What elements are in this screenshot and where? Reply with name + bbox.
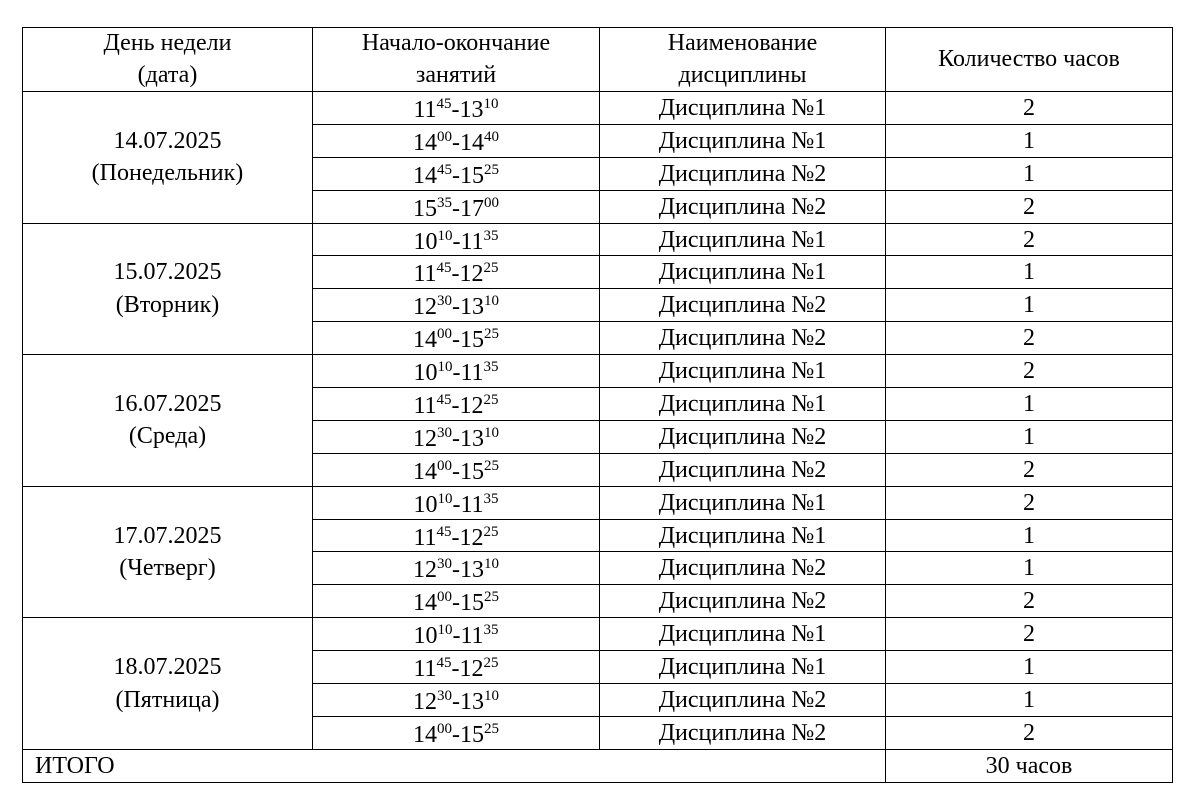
end-hour: 11 xyxy=(460,360,484,387)
start-hour: 14 xyxy=(413,162,437,189)
time-cell xyxy=(313,716,600,749)
start-minute: 35 xyxy=(437,194,452,211)
hours-cell: 2 xyxy=(886,322,1173,355)
end-minute: 35 xyxy=(483,359,499,376)
time-range: $14^{00}-15^{25}$ xyxy=(413,720,499,748)
time-cell xyxy=(313,651,600,684)
time-range: $10^{10}-11^{35}$ xyxy=(413,622,499,650)
day-cell xyxy=(23,223,313,355)
total-row xyxy=(23,749,1173,782)
start-hour: 10 xyxy=(413,228,438,255)
end-minute: 25 xyxy=(484,589,499,606)
time-range: $11^{45}-12^{25}$ xyxy=(413,391,499,419)
start-minute: 00 xyxy=(437,128,452,145)
hours-cell: 1 xyxy=(886,388,1173,421)
end-minute: 25 xyxy=(484,161,499,178)
time-range: $12^{30}-13^{10}$ xyxy=(413,424,499,452)
end-hour: 13 xyxy=(460,294,484,321)
end-minute: 25 xyxy=(483,523,499,540)
start-hour: 11 xyxy=(413,656,437,683)
time-range: $11^{45}-13^{10}$ xyxy=(413,95,499,123)
end-minute: 10 xyxy=(484,424,499,441)
start-hour: 15 xyxy=(413,195,437,222)
time-range: $14^{00}-15^{25}$ xyxy=(413,457,499,485)
start-hour: 10 xyxy=(413,360,438,387)
start-minute: 30 xyxy=(437,556,452,573)
discipline-cell: Дисциплина №1 xyxy=(600,223,886,256)
end-hour: 14 xyxy=(460,129,484,156)
discipline-cell: Дисциплина №2 xyxy=(600,190,886,223)
day-weekday: (Четверг) xyxy=(119,554,216,581)
day-date: 16.07.2025 xyxy=(113,391,222,418)
time-cell xyxy=(313,420,600,453)
end-hour: 15 xyxy=(460,590,484,617)
start-minute: 00 xyxy=(437,720,452,737)
time-cell xyxy=(313,289,600,322)
end-minute: 10 xyxy=(483,95,499,112)
discipline-cell: Дисциплина №1 xyxy=(600,388,886,421)
start-minute: 30 xyxy=(437,424,452,441)
day-date: 18.07.2025 xyxy=(113,654,222,681)
time-cell xyxy=(313,552,600,585)
hours-cell: 2 xyxy=(886,223,1173,256)
day-date: 17.07.2025 xyxy=(113,522,222,549)
time-range: $12^{30}-13^{10}$ xyxy=(413,293,499,321)
hours-cell: 2 xyxy=(886,486,1173,519)
end-hour: 13 xyxy=(460,688,484,715)
start-minute: 45 xyxy=(436,95,452,112)
time-range: $14^{00}-15^{25}$ xyxy=(413,326,499,354)
time-cell xyxy=(313,453,600,486)
start-hour: 12 xyxy=(413,425,437,452)
end-hour: 12 xyxy=(459,392,484,419)
end-minute: 35 xyxy=(483,622,499,639)
hours-cell: 1 xyxy=(886,684,1173,717)
end-hour: 15 xyxy=(460,721,484,748)
start-hour: 11 xyxy=(413,524,437,551)
start-hour: 10 xyxy=(413,491,438,518)
discipline-cell: Дисциплина №1 xyxy=(600,519,886,552)
end-hour: 11 xyxy=(460,228,484,255)
start-minute: 10 xyxy=(437,490,453,507)
discipline-cell: Дисциплина №2 xyxy=(600,684,886,717)
header-discipline-line1: Наименование xyxy=(667,30,818,57)
header-discipline-line2: дисциплины xyxy=(678,61,807,88)
time-cell xyxy=(313,322,600,355)
end-minute: 25 xyxy=(483,260,499,277)
start-hour: 12 xyxy=(413,688,437,715)
hours-cell: 2 xyxy=(886,618,1173,651)
hours-cell: 2 xyxy=(886,453,1173,486)
end-hour: 12 xyxy=(459,524,484,551)
end-hour: 11 xyxy=(460,623,484,650)
schedule-body xyxy=(23,92,1173,750)
header-day-line2: (дата) xyxy=(137,61,198,88)
day-cell xyxy=(23,355,313,487)
end-hour: 15 xyxy=(460,162,484,189)
schedule-table xyxy=(22,27,1173,783)
start-minute: 45 xyxy=(436,523,452,540)
start-minute: 45 xyxy=(436,260,452,277)
hours-cell: 2 xyxy=(886,585,1173,618)
end-hour: 13 xyxy=(459,96,484,123)
time-cell xyxy=(313,190,600,223)
hours-cell: 2 xyxy=(886,92,1173,125)
time-range: $11^{45}-12^{25}$ xyxy=(413,655,499,683)
time-cell xyxy=(313,223,600,256)
start-minute: 00 xyxy=(437,589,452,606)
end-minute: 25 xyxy=(483,655,499,672)
start-minute: 00 xyxy=(437,457,452,474)
time-cell xyxy=(313,684,600,717)
time-cell xyxy=(313,124,600,157)
time-range: $14^{00}-15^{25}$ xyxy=(413,589,499,617)
time-cell xyxy=(313,157,600,190)
start-hour: 10 xyxy=(413,623,438,650)
end-minute: 25 xyxy=(484,457,499,474)
start-minute: 45 xyxy=(436,655,452,672)
hours-cell: 1 xyxy=(886,124,1173,157)
start-minute: 00 xyxy=(437,326,452,343)
time-cell xyxy=(313,355,600,388)
table-row xyxy=(23,486,1173,519)
time-range: $15^{35}-17^{00}$ xyxy=(413,194,499,222)
end-hour: 12 xyxy=(459,656,484,683)
end-minute: 10 xyxy=(484,687,499,704)
table-row xyxy=(23,92,1173,125)
start-minute: 45 xyxy=(437,161,452,178)
time-range: $12^{30}-13^{10}$ xyxy=(413,687,499,715)
end-minute: 25 xyxy=(484,720,499,737)
time-cell xyxy=(313,486,600,519)
table-row xyxy=(23,618,1173,651)
discipline-cell: Дисциплина №2 xyxy=(600,585,886,618)
header-time-line2: занятий xyxy=(415,61,497,88)
start-hour: 11 xyxy=(413,96,437,123)
time-cell xyxy=(313,256,600,289)
start-minute: 30 xyxy=(437,687,452,704)
day-date: 14.07.2025 xyxy=(113,127,222,154)
day-weekday: (Среда) xyxy=(128,423,207,450)
start-minute: 45 xyxy=(436,391,452,408)
discipline-cell: Дисциплина №1 xyxy=(600,92,886,125)
day-weekday: (Пятница) xyxy=(115,686,220,713)
time-cell xyxy=(313,585,600,618)
time-range: $11^{45}-12^{25}$ xyxy=(413,260,499,288)
day-cell xyxy=(23,618,313,750)
end-minute: 35 xyxy=(483,227,499,244)
hours-cell: 1 xyxy=(886,256,1173,289)
start-minute: 30 xyxy=(437,293,452,310)
hours-cell: 1 xyxy=(886,519,1173,552)
time-cell xyxy=(313,519,600,552)
time-cell xyxy=(313,618,600,651)
end-hour: 15 xyxy=(460,327,484,354)
header-day-line1: День недели xyxy=(103,30,232,57)
day-date: 15.07.2025 xyxy=(113,259,222,286)
start-hour: 14 xyxy=(413,721,437,748)
time-cell xyxy=(313,388,600,421)
end-minute: 40 xyxy=(484,128,499,145)
start-hour: 14 xyxy=(413,129,437,156)
header-discipline xyxy=(600,28,886,92)
total-label: ИТОГО xyxy=(23,749,886,782)
end-hour: 11 xyxy=(460,491,484,518)
discipline-cell: Дисциплина №2 xyxy=(600,157,886,190)
table-row xyxy=(23,355,1173,388)
end-hour: 15 xyxy=(460,458,484,485)
time-range: $11^{45}-12^{25}$ xyxy=(413,523,499,551)
table-row xyxy=(23,223,1173,256)
end-minute: 00 xyxy=(484,194,499,211)
start-hour: 12 xyxy=(413,557,437,584)
discipline-cell: Дисциплина №1 xyxy=(600,618,886,651)
end-minute: 25 xyxy=(483,391,499,408)
hours-cell: 2 xyxy=(886,190,1173,223)
start-hour: 14 xyxy=(413,590,437,617)
start-minute: 10 xyxy=(437,359,453,376)
hours-cell: 2 xyxy=(886,355,1173,388)
end-hour: 17 xyxy=(460,195,484,222)
day-cell xyxy=(23,486,313,618)
start-hour: 11 xyxy=(413,261,437,288)
end-hour: 13 xyxy=(460,425,484,452)
discipline-cell: Дисциплина №2 xyxy=(600,322,886,355)
time-range: $10^{10}-11^{35}$ xyxy=(413,490,499,518)
hours-cell: 1 xyxy=(886,651,1173,684)
total-value: 30 часов xyxy=(886,749,1173,782)
hours-cell: 1 xyxy=(886,289,1173,322)
header-time xyxy=(313,28,600,92)
start-hour: 12 xyxy=(413,294,437,321)
time-range: $10^{10}-11^{35}$ xyxy=(413,359,499,387)
discipline-cell: Дисциплина №2 xyxy=(600,453,886,486)
table-header-row xyxy=(23,28,1173,92)
hours-cell: 2 xyxy=(886,716,1173,749)
start-hour: 14 xyxy=(413,458,437,485)
discipline-cell: Дисциплина №2 xyxy=(600,716,886,749)
hours-cell: 1 xyxy=(886,420,1173,453)
discipline-cell: Дисциплина №2 xyxy=(600,289,886,322)
time-range: $14^{00}-14^{40}$ xyxy=(413,128,499,156)
end-minute: 25 xyxy=(484,326,499,343)
time-cell xyxy=(313,92,600,125)
start-minute: 10 xyxy=(437,227,453,244)
day-weekday: (Вторник) xyxy=(115,291,220,318)
discipline-cell: Дисциплина №1 xyxy=(600,651,886,684)
discipline-cell: Дисциплина №1 xyxy=(600,355,886,388)
hours-cell: 1 xyxy=(886,552,1173,585)
end-minute: 35 xyxy=(483,490,499,507)
discipline-cell: Дисциплина №2 xyxy=(600,420,886,453)
hours-cell: 1 xyxy=(886,157,1173,190)
day-weekday: (Понедельник) xyxy=(91,160,244,187)
discipline-cell: Дисциплина №1 xyxy=(600,256,886,289)
time-range: $12^{30}-13^{10}$ xyxy=(413,556,499,584)
header-hours: Количество часов xyxy=(886,28,1173,92)
header-day xyxy=(23,28,313,92)
start-hour: 11 xyxy=(413,392,437,419)
start-hour: 14 xyxy=(413,327,437,354)
day-cell xyxy=(23,92,313,224)
discipline-cell: Дисциплина №1 xyxy=(600,124,886,157)
discipline-cell: Дисциплина №2 xyxy=(600,552,886,585)
start-minute: 10 xyxy=(437,622,453,639)
time-range: $10^{10}-11^{35}$ xyxy=(413,227,499,255)
end-hour: 12 xyxy=(459,261,484,288)
end-minute: 10 xyxy=(484,556,499,573)
end-minute: 10 xyxy=(484,293,499,310)
time-range: $14^{45}-15^{25}$ xyxy=(413,161,499,189)
discipline-cell: Дисциплина №1 xyxy=(600,486,886,519)
end-hour: 13 xyxy=(460,557,484,584)
header-time-line1: Начало-окончание xyxy=(361,30,551,57)
